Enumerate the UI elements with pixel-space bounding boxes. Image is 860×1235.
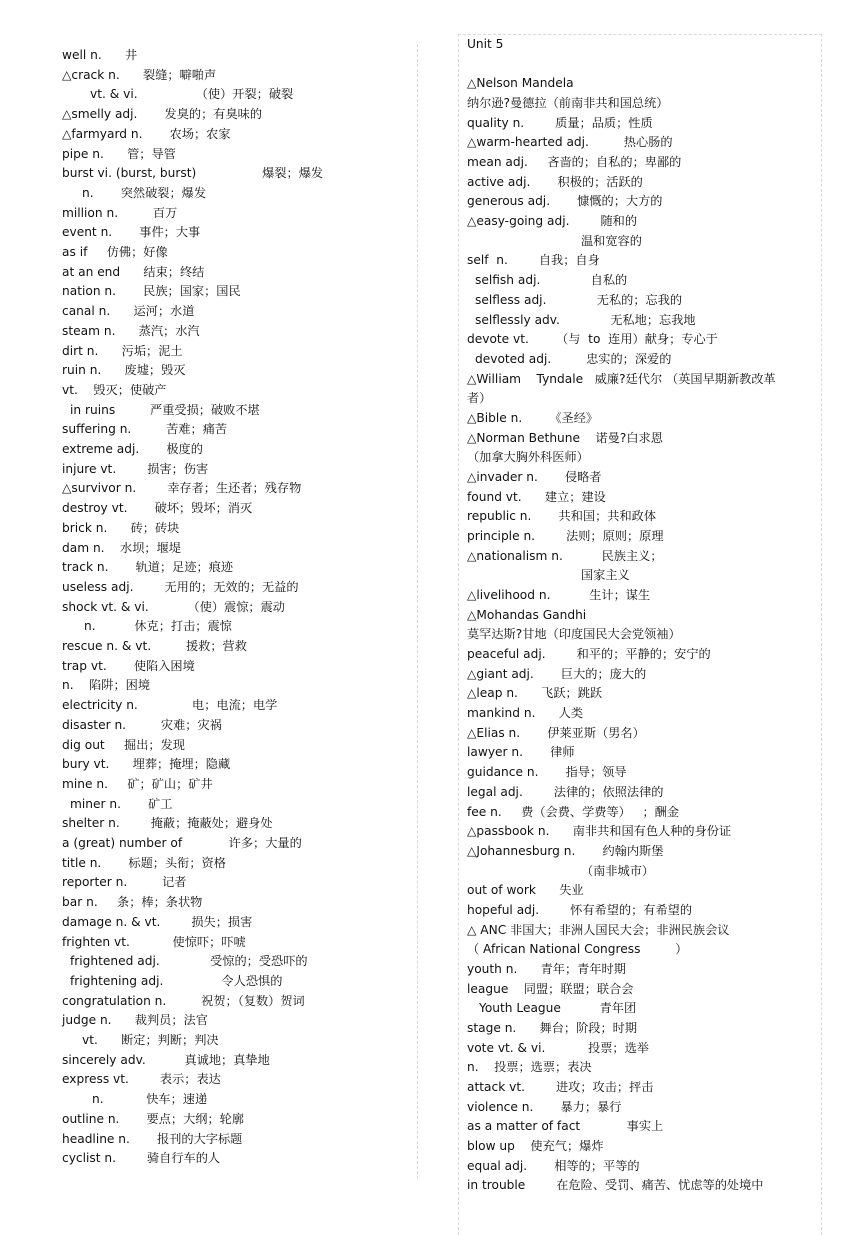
vocab-line: mean adj. 吝啬的；自私的；卑鄙的	[467, 155, 682, 170]
vocab-line: canal n. 运河；水道	[62, 304, 195, 319]
vocab-line: league 同盟；联盟；联合会	[467, 981, 634, 996]
vocab-line: △survivor n. 幸存者；生还者；残存物	[62, 481, 302, 496]
vocab-line: selfish adj. 自私的	[475, 273, 628, 288]
vocab-line: △Norman Bethune 诺曼?白求恩	[467, 430, 663, 445]
vocab-line: △ ANC 非国大；非洲人国民大会；非洲民族会议	[467, 922, 730, 937]
vocab-line: a (great) number of 许多；大量的	[62, 836, 302, 850]
vocab-line: 莫罕达斯?甘地（印度国民大会党领袖）	[467, 627, 681, 642]
vocab-line: million n. 百万	[62, 205, 178, 220]
vocab-line: in ruins 严重受损；破败不堪	[70, 402, 260, 417]
vocab-line: n. 休克；打击；震惊	[84, 619, 232, 634]
vocab-line: republic n. 共和国；共和政体	[467, 509, 657, 524]
vocab-line: △giant adj. 巨大的；庞大的	[467, 666, 647, 681]
vocab-line: cyclist n. 骑自行车的人	[62, 1151, 221, 1166]
vocab-line: damage n. & vt. 损失；损害	[62, 914, 253, 929]
vocab-line: △Elias n. 伊莱亚斯（男名）	[467, 725, 645, 740]
vocab-line: nation n. 民族；国家；国民	[62, 284, 241, 299]
vocab-line: generous adj. 慷慨的；大方的	[467, 194, 663, 209]
vocab-line: n. 投票；选票；表决	[467, 1060, 592, 1075]
vocab-line: sincerely adv. 真诚地；真挚地	[62, 1052, 270, 1067]
vocab-line: brick n. 砖；砖块	[62, 520, 180, 535]
vocab-line: selfless adj. 无私的；忘我的	[475, 292, 683, 307]
vocab-line: ruin n. 废墟；毁灭	[62, 363, 186, 378]
vocab-line: △warm-hearted adj. 热心肠的	[467, 135, 673, 150]
vocab-line: △Mohandas Gandhi	[467, 607, 587, 622]
vocab-line: △passbook n. 南非共和国有色人种的身份证	[467, 824, 732, 839]
vocab-line: Unit 5	[467, 37, 504, 51]
vocab-line: guidance n. 指导；领导	[467, 765, 627, 780]
vocab-line: mankind n. 人类	[467, 706, 584, 721]
vocab-line: electricity n. 电；电流；电学	[62, 698, 278, 713]
vocab-line: vt. 断定；判断；判决	[82, 1033, 219, 1047]
vocab-line: at an end 结束；终结	[62, 264, 205, 279]
vocab-line: track n. 轨道；足迹；痕迹	[62, 560, 234, 575]
vocab-line: trap vt. 使陷入困境	[62, 658, 195, 673]
vocab-line: headline n. 报刊的大字标题	[62, 1131, 243, 1146]
vocab-line: n. 突然破裂；爆发	[82, 185, 207, 200]
vocab-line: active adj. 积极的；活跃的	[467, 174, 643, 189]
vocab-line: △Bible n. 《圣经》	[467, 410, 599, 425]
vocab-line: △Johannesburg n. 约翰内斯堡	[467, 843, 664, 858]
vocab-line: △Nelson Mandela	[467, 76, 574, 91]
vocab-line: bar n. 条；棒；条状物	[62, 895, 203, 910]
vocab-line: fee n. 费（会费、学费等） ；酬金	[467, 804, 680, 819]
vocab-line: attack vt. 进攻；攻击；抨击	[467, 1080, 654, 1095]
vocab-line: frighten vt. 使惊吓；吓唬	[62, 934, 246, 949]
vocab-line: as if 仿佛；好像	[62, 245, 168, 259]
vocab-line: judge n. 裁判员；法官	[62, 1013, 208, 1028]
vocab-line: lawyer n. 律师	[467, 745, 575, 760]
vocab-line: 温和宽容的	[581, 233, 642, 248]
vocab-line: quality n. 质量；品质；性质	[467, 115, 653, 130]
vocab-line: 纳尔逊?曼德拉（前南非共和国总统）	[467, 96, 669, 111]
vocab-line: disaster n. 灾难；灾祸	[62, 717, 222, 732]
vocab-line: dirt n. 污垢；泥土	[62, 343, 183, 358]
vocab-line: shock vt. & vi. （使）震惊；震动	[62, 599, 285, 614]
vocab-line: express vt. 表示；表达	[62, 1072, 221, 1087]
vocab-line: found vt. 建立；建设	[467, 489, 606, 504]
vocab-line: destroy vt. 破坏；毁坏；消灭	[62, 501, 253, 516]
vocab-line: congratulation n. 祝贺；（复数）贺词	[62, 993, 305, 1008]
vocab-line: dig out 掘出；发现	[62, 737, 185, 752]
vocab-line: youth n. 青年；青年时期	[467, 961, 626, 976]
vocab-line: （加拿大胸外科医师）	[467, 450, 589, 465]
vocab-line: self n. 自我；自身	[467, 253, 600, 268]
vocab-line: n. 陷阱；困境	[62, 678, 151, 693]
vocab-line: steam n. 蒸汽；水汽	[62, 323, 200, 338]
vocab-line: △William Tyndale 威廉?廷代尔 （英国早期新教改革	[467, 371, 776, 386]
vocab-line: outline n. 要点；大纲；轮廓	[62, 1111, 245, 1126]
vocab-line: legal adj. 法律的；依照法律的	[467, 784, 664, 799]
vocab-line: injure vt. 损害；伤害	[62, 461, 209, 476]
vocab-line: blow up 使充气；爆炸	[467, 1139, 604, 1154]
vocab-line: suffering n. 苦难；痛苦	[62, 422, 228, 437]
vocab-line: △invader n. 侵略者	[467, 469, 602, 484]
vocab-line: △leap n. 飞跃；跳跃	[467, 686, 603, 701]
vocab-line: △livelihood n. 生计；谋生	[467, 588, 651, 603]
vocab-line: Youth League 青年团	[479, 1001, 637, 1016]
vocab-line: as a matter of fact 事实上	[467, 1119, 664, 1134]
vocab-line: frightening adj. 令人恐惧的	[70, 973, 283, 988]
vocab-line: selflessly adv. 无私地；忘我地	[475, 312, 696, 327]
vocab-line: n. 快车；速递	[92, 1092, 208, 1107]
vocab-line: △farmyard n. 农场；农家	[62, 126, 231, 141]
vocab-line: title n. 标题；头衔；资格	[62, 855, 226, 870]
vocab-line: well n. 井	[62, 48, 138, 62]
vocab-line: extreme adj. 极度的	[62, 442, 203, 456]
vocab-line: reporter n. 记者	[62, 875, 187, 890]
vocab-line: principle n. 法则；原则；原理	[467, 529, 664, 543]
vocab-line: △smelly adj. 发臭的；有臭味的	[62, 107, 263, 122]
vocab-line: devoted adj. 忠实的；深爱的	[475, 351, 672, 366]
vocab-line: useless adj. 无用的；无效的；无益的	[62, 579, 299, 594]
vocab-line: shelter n. 掩蔽；掩蔽处；避身处	[62, 816, 273, 831]
vocab-line: vt. 毁灭；使破产	[62, 382, 167, 397]
vocab-line: out of work 失业	[467, 883, 584, 898]
vocab-line: vt. & vi. （使）开裂；破裂	[90, 87, 294, 102]
vocab-line: hopeful adj. 怀有希望的；有希望的	[467, 902, 693, 917]
vocab-line: △nationalism n. 民族主义；	[467, 548, 663, 563]
vocab-line: （ African National Congress ）	[467, 942, 688, 957]
vocab-line: （南非城市）	[581, 863, 655, 878]
vocab-line: peaceful adj. 和平的；平静的；安宁的	[467, 647, 711, 662]
vocab-line: frightened adj. 受惊的；受恐吓的	[70, 954, 308, 969]
vocab-line: 国家主义	[581, 568, 630, 583]
vocab-line: devote vt. （与 to 连用）献身；专心于	[467, 332, 718, 347]
vocab-line: vote vt. & vi. 投票；选举	[467, 1040, 649, 1055]
vocab-line: pipe n. 管；导管	[62, 146, 176, 161]
left-column-guide	[417, 44, 418, 1179]
vocab-line: event n. 事件；大事	[62, 225, 201, 240]
vocab-line: dam n. 水坝；堰堤	[62, 540, 181, 555]
vocab-line: equal adj. 相等的；平等的	[467, 1158, 640, 1173]
vocab-line: violence n. 暴力；暴行	[467, 1099, 622, 1114]
vocab-line: burst vi. (burst, burst) 爆裂；爆发	[62, 166, 324, 181]
vocab-line: in trouble 在危险、受罚、痛苦、忧虑等的处境中	[467, 1178, 764, 1193]
vocab-line: stage n. 舞台；阶段；时期	[467, 1021, 638, 1035]
vocab-line: 者）	[467, 391, 492, 406]
vocab-line: △easy-going adj. 随和的	[467, 214, 638, 229]
vocab-line: miner n. 矿工	[70, 796, 173, 811]
vocab-line: △crack n. 裂缝；噼啪声	[62, 67, 217, 82]
vocab-line: rescue n. & vt. 援救；营救	[62, 639, 247, 653]
vocab-line: bury vt. 埋葬；掩埋；隐藏	[62, 757, 231, 772]
vocab-line: mine n. 矿；矿山；矿井	[62, 776, 213, 791]
